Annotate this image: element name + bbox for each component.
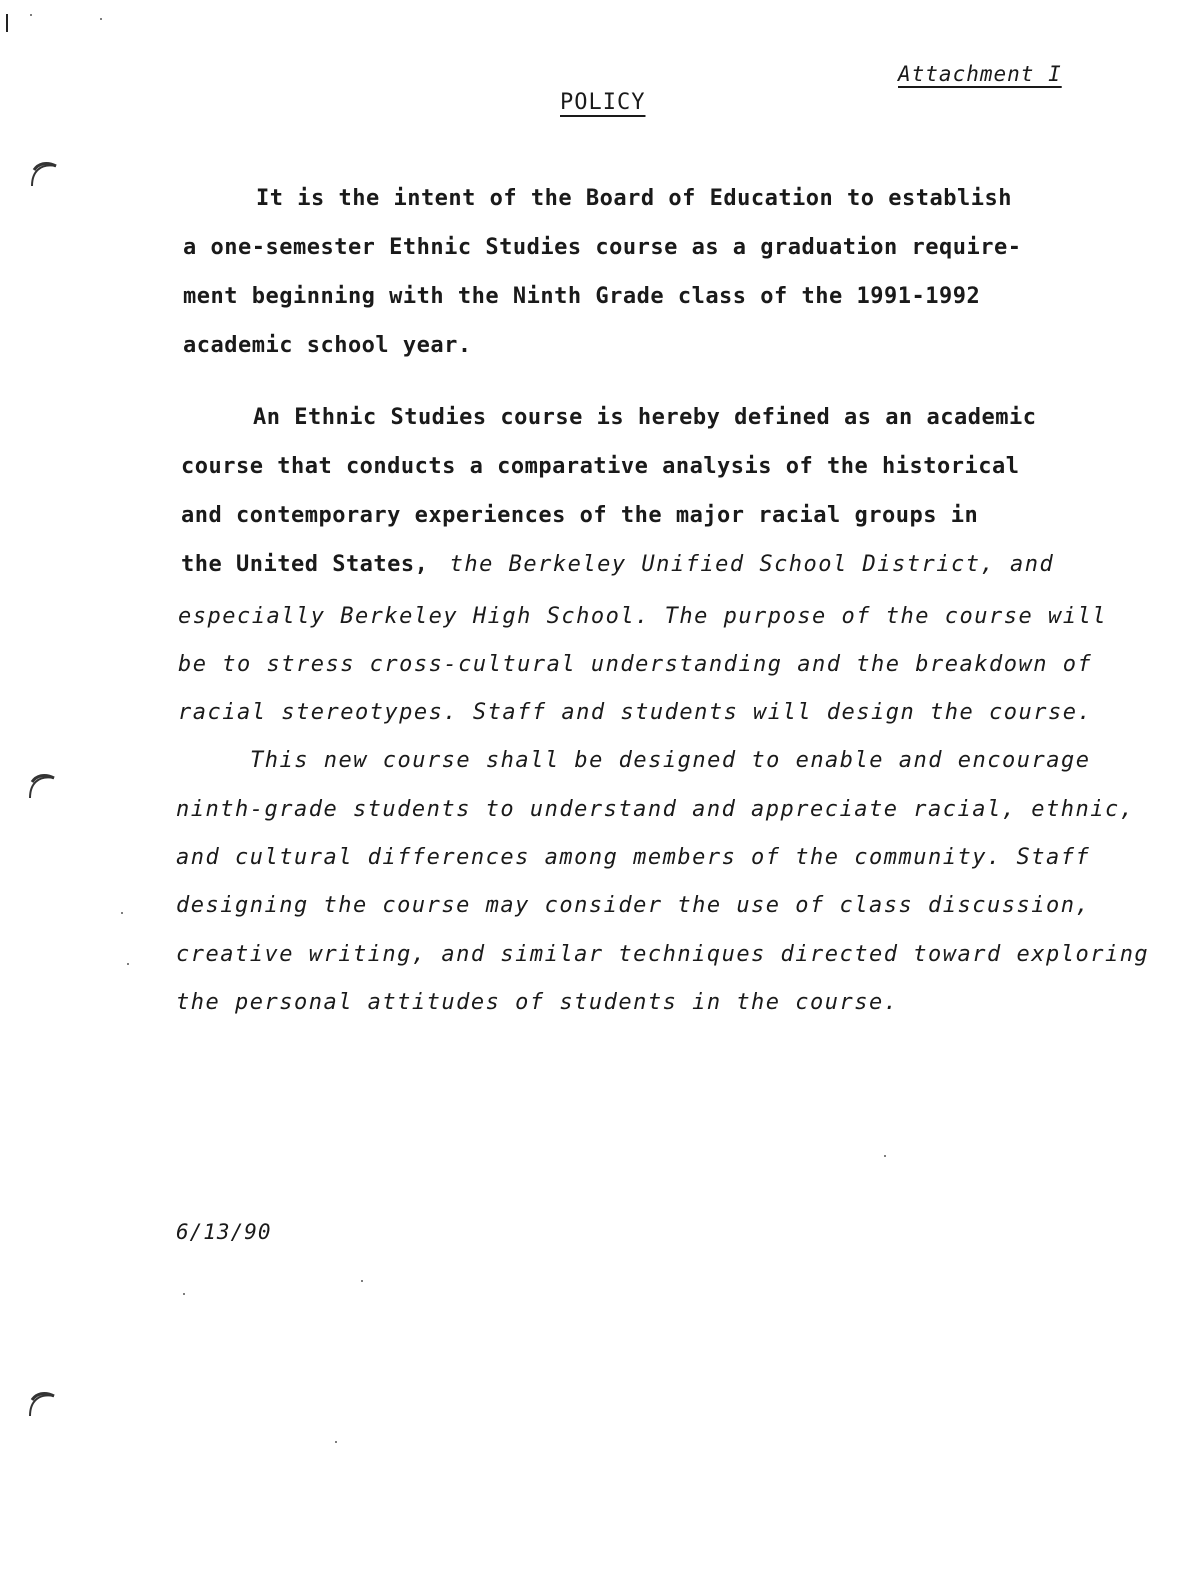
scan-speck [121, 912, 123, 914]
attachment-label: Attachment I [898, 62, 1062, 86]
paragraph3-line-6: the personal attitudes of students in the course. [176, 990, 899, 1015]
document-date: 6/13/90 [176, 1220, 272, 1244]
scan-speck [335, 1441, 337, 1443]
paragraph3-line-3: and cultural differences among members of the community. Staff [176, 845, 1091, 870]
paragraph2-line-6: be to stress cross-cultural understanding and the breakdown of [178, 652, 1093, 677]
paragraph2-line-4-italic: the Berkeley Unified School District, and [449, 552, 1055, 577]
punch-hole-mark [28, 158, 58, 188]
page-title: POLICY [560, 90, 646, 115]
scan-edge-mark [6, 14, 8, 32]
paragraph2-line-5: especially Berkeley High School. The purpose of the course will [178, 604, 1107, 629]
scan-speck [884, 1155, 886, 1157]
paragraph3-line-2: ninth-grade students to understand and appreciate racial, ethnic, [176, 797, 1135, 822]
scan-speck [100, 18, 102, 20]
scan-speck [183, 1293, 185, 1295]
paragraph2-line-4 [181, 552, 1054, 577]
scan-speck [361, 1280, 363, 1282]
paragraph2-line-2: course that conducts a comparative analysis of the historical [181, 454, 1020, 479]
paragraph3-line-1: This new course shall be designed to enable and encourage [250, 748, 1091, 773]
paragraph1-line-4: academic school year. [183, 333, 472, 358]
paragraph2-line-7: racial stereotypes. Staff and students will design the course. [178, 700, 1093, 725]
paragraph1-line-2: a one-semester Ethnic Studies course as a graduation require- [183, 235, 1022, 260]
paragraph2-line-4-upright: the United States, [181, 552, 429, 577]
scan-speck [30, 14, 32, 16]
paragraph2-line-3: and contemporary experiences of the major racial groups in [181, 503, 979, 528]
punch-hole-mark [26, 1388, 56, 1418]
paragraph3-line-4: designing the course may consider the use of class discussion, [176, 893, 1091, 918]
paragraph2-line-1: An Ethnic Studies course is hereby defined as an academic [253, 405, 1037, 430]
paragraph1-line-1: It is the intent of the Board of Education to establish [256, 186, 1012, 211]
paragraph1-line-3: ment beginning with the Ninth Grade class of the 1991-1992 [183, 284, 981, 309]
scan-speck [127, 963, 129, 965]
paragraph3-line-5: creative writing, and similar techniques directed toward exploring [176, 942, 1150, 967]
punch-hole-mark [26, 770, 56, 800]
